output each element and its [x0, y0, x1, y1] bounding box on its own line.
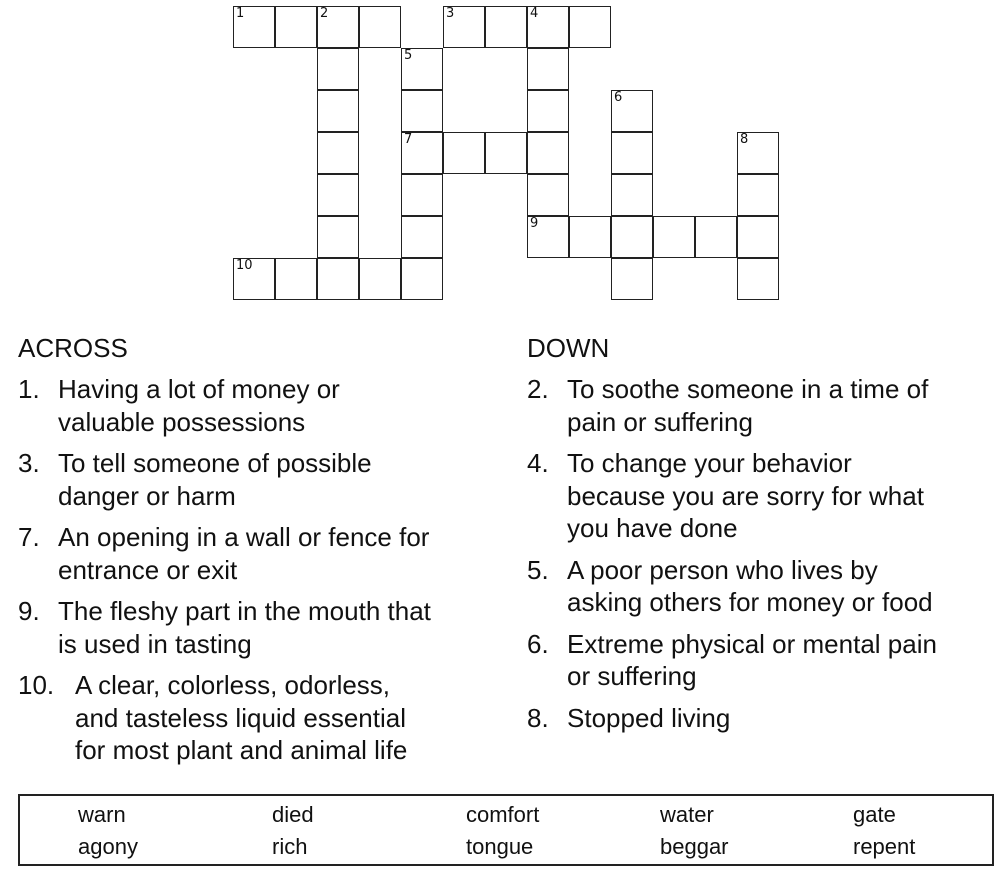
across-clue — [18, 447, 498, 512]
clue-number: 10. — [18, 670, 55, 700]
word-bank-word: gate — [853, 802, 896, 827]
across-clue-list — [18, 373, 498, 776]
grid-cell[interactable] — [527, 132, 569, 174]
grid-cell[interactable] — [317, 174, 359, 216]
clue-text-line: A poor person who lives by — [567, 554, 878, 585]
crossword-grid — [0, 0, 1006, 310]
grid-cell[interactable] — [527, 90, 569, 132]
clue-number: 6 — [614, 90, 623, 105]
clue-number: 8. — [527, 702, 549, 733]
grid-cell[interactable] — [695, 216, 737, 258]
clue-text-line: pain or suffering — [567, 406, 753, 437]
clue-number: 9. — [18, 596, 40, 626]
grid-cell[interactable] — [485, 6, 527, 48]
clue-text-line: To soothe someone in a time of — [567, 374, 929, 404]
word-bank-word: water — [660, 802, 714, 827]
clue-text-line: is used in tasting — [58, 628, 252, 659]
clue-number: 5 — [404, 48, 413, 63]
down-clue — [527, 628, 1002, 693]
grid-cell[interactable] — [317, 258, 359, 300]
grid-cell[interactable] — [611, 174, 653, 216]
grid-cell[interactable] — [401, 132, 443, 174]
grid-cell[interactable] — [611, 216, 653, 258]
grid-cell[interactable] — [317, 6, 359, 48]
grid-cell[interactable] — [401, 174, 443, 216]
grid-cell[interactable] — [317, 216, 359, 258]
clue-text-line: danger or harm — [58, 480, 236, 511]
clue-text-line: The fleshy part in the mouth that — [58, 596, 431, 626]
grid-cell[interactable] — [233, 258, 275, 300]
clue-number: 10 — [236, 258, 253, 273]
grid-cell[interactable] — [611, 258, 653, 300]
across-heading: ACROSS — [18, 333, 128, 363]
grid-cell[interactable] — [275, 258, 317, 300]
word-bank-word: repent — [853, 834, 916, 859]
clue-number: 1 — [236, 6, 245, 21]
clue-text-line: you have done — [567, 513, 738, 543]
clue-number: 3 — [446, 6, 455, 21]
clue-number: 1. — [18, 374, 40, 404]
clue-number: 8 — [740, 132, 749, 147]
clue-number: 7. — [18, 522, 40, 552]
down-clue — [527, 702, 1002, 735]
grid-cell[interactable] — [611, 132, 653, 174]
grid-cell[interactable] — [569, 216, 611, 258]
clue-number: 7 — [404, 132, 413, 147]
clue-text-line: Stopped living — [567, 702, 731, 733]
grid-cell[interactable] — [527, 48, 569, 90]
word-bank-word: died — [272, 802, 314, 827]
clue-text-line: for most plant and animal life — [75, 735, 408, 765]
grid-cell[interactable] — [737, 216, 779, 258]
grid-cell[interactable] — [527, 216, 569, 258]
grid-cell[interactable] — [485, 132, 527, 174]
grid-cell[interactable] — [737, 174, 779, 216]
clue-number: 4 — [530, 6, 539, 21]
grid-cell[interactable] — [443, 6, 485, 48]
clue-text-line: A clear, colorless, odorless, — [75, 670, 391, 700]
grid-cell[interactable] — [317, 132, 359, 174]
clue-number: 9 — [530, 216, 539, 231]
grid-cell[interactable] — [359, 258, 401, 300]
word-bank-word: rich — [272, 834, 308, 859]
grid-cell[interactable] — [275, 6, 317, 48]
clue-text-line: or suffering — [567, 661, 697, 691]
grid-cell[interactable] — [401, 258, 443, 300]
clue-text-line: Having a lot of money or — [58, 374, 340, 404]
grid-cell[interactable] — [737, 258, 779, 300]
grid-cell[interactable] — [401, 216, 443, 258]
word-bank-box — [18, 794, 994, 866]
clue-number: 5. — [527, 554, 549, 585]
down-clue — [527, 447, 1002, 545]
clue-text-line: Extreme physical or mental pain — [567, 628, 937, 659]
clue-number: 3. — [18, 448, 40, 478]
across-clue — [18, 521, 498, 586]
clue-text-line: valuable possessions — [58, 406, 306, 437]
down-clue — [527, 373, 1002, 438]
grid-cell[interactable] — [317, 90, 359, 132]
grid-cell[interactable] — [527, 174, 569, 216]
grid-cell[interactable] — [317, 48, 359, 90]
down-heading: DOWN — [527, 333, 610, 363]
clue-text-line: An opening in a wall or fence for — [58, 522, 430, 552]
grid-cell[interactable] — [569, 6, 611, 48]
word-bank-word: beggar — [660, 834, 729, 859]
word-bank-word: agony — [78, 834, 138, 859]
across-clue — [18, 595, 498, 660]
clue-number: 4. — [527, 448, 549, 478]
down-clue — [527, 554, 1002, 619]
grid-cell[interactable] — [401, 90, 443, 132]
clue-text-line: To tell someone of possible — [58, 448, 372, 478]
grid-cell[interactable] — [527, 6, 569, 48]
down-clue-list — [527, 373, 1002, 743]
grid-cell[interactable] — [359, 6, 401, 48]
clue-number: 2. — [527, 374, 549, 404]
grid-cell[interactable] — [611, 90, 653, 132]
clue-text-line: and tasteless liquid essential — [75, 702, 406, 733]
grid-cell[interactable] — [737, 132, 779, 174]
clue-number: 2 — [320, 6, 329, 21]
grid-cell[interactable] — [401, 48, 443, 90]
across-clue — [18, 373, 498, 438]
grid-cell[interactable] — [233, 6, 275, 48]
word-bank-word: comfort — [466, 802, 540, 827]
across-clue — [18, 669, 498, 767]
clue-text-line: To change your behavior — [567, 448, 852, 478]
clue-number: 6. — [527, 628, 549, 659]
word-bank-word: warn — [78, 802, 126, 827]
clue-text-line: asking others for money or food — [567, 587, 933, 617]
clue-text-line: entrance or exit — [58, 554, 238, 585]
word-bank-word: tongue — [466, 834, 534, 859]
grid-cell[interactable] — [443, 132, 485, 174]
clue-text-line: because you are sorry for what — [567, 480, 924, 511]
grid-cell[interactable] — [653, 216, 695, 258]
